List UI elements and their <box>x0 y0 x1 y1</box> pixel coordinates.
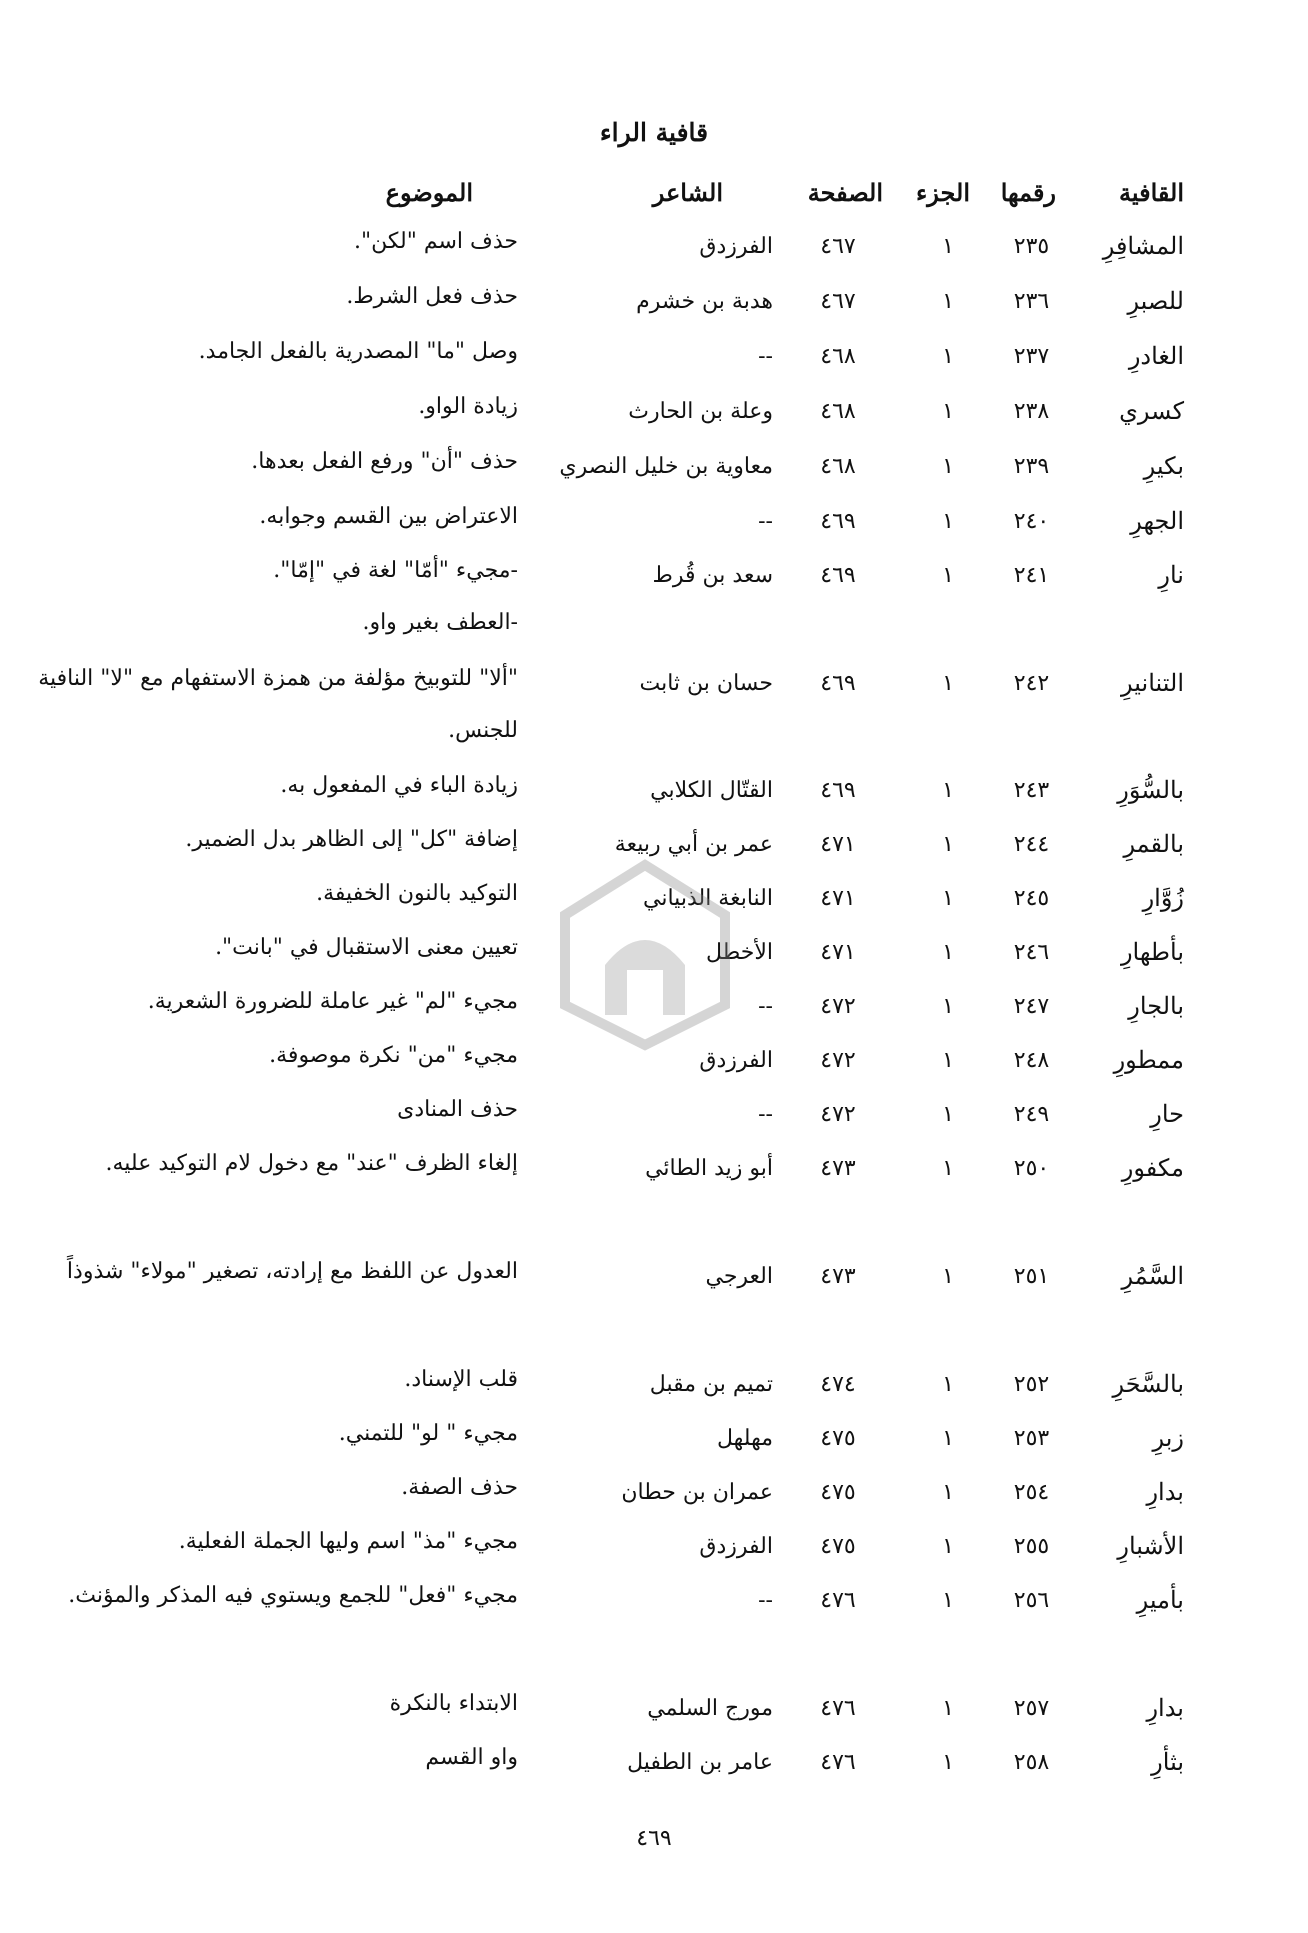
topic-cell: حذف فعل الشرط. <box>346 284 518 309</box>
raqm-cell: ٢٣٩ <box>1013 454 1050 479</box>
page-title: قافية الراء <box>599 118 709 147</box>
page-cell: ٤٧٥ <box>820 1480 856 1505</box>
poet-cell: تميم بن مقبل <box>649 1372 773 1397</box>
topic-cell: زيادة الباء في المفعول به. <box>280 773 518 798</box>
page-cell: ٤٦٩ <box>820 509 856 534</box>
qafiya-cell: بكيرِ <box>1143 452 1184 480</box>
qafiya-cell: مكفورِ <box>1121 1154 1184 1182</box>
watermark-seal-icon <box>545 855 745 1055</box>
poet-cell: عمران بن حطان <box>621 1480 773 1505</box>
qafiya-cell: المشافِرِ <box>1102 232 1184 260</box>
page-cell: ٤٧٥ <box>820 1534 856 1559</box>
topic-cell: وصل "ما" المصدرية بالفعل الجامد. <box>198 339 518 364</box>
qafiya-cell: التنانيرِ <box>1121 669 1184 697</box>
poet-cell: هدبة بن خشرم <box>636 289 773 314</box>
poet-cell: -- <box>758 344 773 369</box>
poet-cell: الفرزدق <box>699 1048 773 1073</box>
topic-cell: حذف "أن" ورفع الفعل بعدها. <box>251 449 518 474</box>
header-topic: الموضوع <box>385 178 473 207</box>
poet-cell: عمر بن أبي ربيعة <box>614 832 773 857</box>
juz-cell: ١ <box>942 1264 954 1289</box>
topic-cell: الابتداء بالنكرة <box>389 1691 518 1716</box>
page-cell: ٤٧٦ <box>820 1750 856 1775</box>
page-cell: ٤٧٣ <box>820 1156 856 1181</box>
raqm-cell: ٢٤٣ <box>1013 778 1050 803</box>
juz-cell: ١ <box>942 1048 954 1073</box>
raqm-cell: ٢٤٧ <box>1013 994 1050 1019</box>
juz-cell: ١ <box>942 832 954 857</box>
topic-cell: مجيء "من" نكرة موصوفة. <box>269 1043 518 1068</box>
page-cell: ٤٧١ <box>820 832 856 857</box>
juz-cell: ١ <box>942 994 954 1019</box>
juz-cell: ١ <box>942 234 954 259</box>
raqm-cell: ٢٣٦ <box>1013 289 1050 314</box>
juz-cell: ١ <box>942 1102 954 1127</box>
juz-cell: ١ <box>942 671 954 696</box>
juz-cell: ١ <box>942 1588 954 1613</box>
header-page: الصفحة <box>807 178 883 207</box>
qafiya-cell: الجهرِ <box>1130 507 1184 535</box>
qafiya-cell: كسري <box>1119 397 1184 425</box>
raqm-cell: ٢٥٢ <box>1013 1372 1050 1397</box>
juz-cell: ١ <box>942 1696 954 1721</box>
juz-cell: ١ <box>942 509 954 534</box>
topic-cell: -مجيء "أمّا" لغة في "إمّا". -العطف بغير واو. <box>273 558 518 635</box>
juz-cell: ١ <box>942 1156 954 1181</box>
qafiya-cell: بدارِ <box>1146 1694 1184 1722</box>
header-juz: الجزء <box>916 178 970 207</box>
qafiya-cell: بالجارِ <box>1128 992 1184 1020</box>
page-cell: ٤٦٩ <box>820 671 856 696</box>
topic-cell: العدول عن اللفظ مع إرادته، تصغير "مولاء" شذوذاً <box>66 1259 518 1284</box>
qafiya-cell: بأطهارِ <box>1120 938 1184 966</box>
qafiya-cell: ممطورِ <box>1113 1046 1184 1074</box>
page-cell: ٤٧٤ <box>820 1372 856 1397</box>
poet-cell: حسان بن ثابت <box>639 671 773 696</box>
page-cell: ٤٧٢ <box>820 994 856 1019</box>
page-cell: ٤٧٢ <box>820 1102 856 1127</box>
topic-cell: قلب الإسناد. <box>404 1367 518 1392</box>
raqm-cell: ٢٣٥ <box>1013 234 1050 259</box>
poet-cell: الأخطل <box>706 940 773 965</box>
juz-cell: ١ <box>942 399 954 424</box>
poet-cell: معاوية بن خليل النصري <box>559 454 773 479</box>
page-cell: ٤٦٨ <box>820 344 856 369</box>
poet-cell: مهلهل <box>716 1426 773 1451</box>
qafiya-cell: بدارِ <box>1146 1478 1184 1506</box>
topic-cell: حذف المنادى <box>397 1097 518 1122</box>
page-cell: ٤٧١ <box>820 940 856 965</box>
topic-cell: مجيء "مذ" اسم وليها الجملة الفعلية. <box>178 1529 518 1554</box>
poet-cell: العرجي <box>705 1264 773 1289</box>
raqm-cell: ٢٥٤ <box>1013 1480 1050 1505</box>
poet-cell: -- <box>758 1588 773 1613</box>
header-poet: الشاعر <box>652 178 723 207</box>
page-cell: ٤٦٨ <box>820 399 856 424</box>
header-raqm: رقمها <box>1000 178 1056 207</box>
raqm-cell: ٢٥١ <box>1013 1264 1050 1289</box>
juz-cell: ١ <box>942 1372 954 1397</box>
raqm-cell: ٢٥٧ <box>1013 1696 1050 1721</box>
raqm-cell: ٢٤٤ <box>1013 832 1050 857</box>
poet-cell: -- <box>758 994 773 1019</box>
topic-cell: زيادة الواو. <box>418 394 518 419</box>
raqm-cell: ٢٣٨ <box>1013 399 1050 424</box>
topic-cell: حذف اسم "لكن". <box>354 229 518 254</box>
raqm-cell: ٢٤٠ <box>1013 509 1050 534</box>
topic-cell: الاعتراض بين القسم وجوابه. <box>259 504 518 529</box>
qafiya-cell: بالسُّوَرِ <box>1117 776 1184 804</box>
page-cell: ٤٧١ <box>820 886 856 911</box>
topic-cell: تعيين معنى الاستقبال في "بانت". <box>215 935 518 960</box>
topic-cell: إضافة "كل" إلى الظاهر بدل الضمير. <box>185 827 518 852</box>
raqm-cell: ٢٤٢ <box>1013 671 1050 696</box>
qafiya-cell: زُوَّارِ <box>1142 884 1184 912</box>
qafiya-cell: للصبرِ <box>1127 287 1184 315</box>
topic-cell: التوكيد بالنون الخفيفة. <box>316 881 518 906</box>
page-cell: ٤٦٧ <box>820 289 856 314</box>
raqm-cell: ٢٣٧ <box>1013 344 1050 369</box>
header-qafiya: القافية <box>1118 178 1184 207</box>
juz-cell: ١ <box>942 1534 954 1559</box>
juz-cell: ١ <box>942 886 954 911</box>
topic-cell: واو القسم <box>425 1745 518 1770</box>
topic-cell: مجيء "لم" غير عاملة للضرورة الشعرية. <box>147 989 518 1014</box>
topic-cell: "ألا" للتوبيخ مؤلفة من همزة الاستفهام مع "لا" النافية للجنس. <box>38 666 518 743</box>
juz-cell: ١ <box>942 563 954 588</box>
qafiya-cell: بثأرِ <box>1151 1748 1184 1776</box>
juz-cell: ١ <box>942 344 954 369</box>
raqm-cell: ٢٥٥ <box>1013 1534 1050 1559</box>
page-cell: ٤٧٣ <box>820 1264 856 1289</box>
qafiya-cell: الغادرِ <box>1128 342 1184 370</box>
juz-cell: ١ <box>942 1426 954 1451</box>
raqm-cell: ٢٤٦ <box>1013 940 1050 965</box>
raqm-cell: ٢٤٩ <box>1013 1102 1050 1127</box>
page-cell: ٤٧٥ <box>820 1426 856 1451</box>
page-cell: ٤٦٩ <box>820 563 856 588</box>
poet-cell: عامر بن الطفيل <box>627 1750 773 1775</box>
page-cell: ٤٧٦ <box>820 1696 856 1721</box>
poet-cell: مورج السلمي <box>647 1696 773 1721</box>
juz-cell: ١ <box>942 289 954 314</box>
poet-cell: الفرزدق <box>699 234 773 259</box>
raqm-cell: ٢٥٣ <box>1013 1426 1050 1451</box>
page-cell: ٤٧٦ <box>820 1588 856 1613</box>
poet-cell: أبو زيد الطائي <box>645 1156 773 1181</box>
poet-cell: وعلة بن الحارث <box>628 399 773 424</box>
qafiya-cell: بالقمرِ <box>1123 830 1184 858</box>
raqm-cell: ٢٥٨ <box>1013 1750 1050 1775</box>
juz-cell: ١ <box>942 940 954 965</box>
raqm-cell: ٢٤١ <box>1013 563 1050 588</box>
juz-cell: ١ <box>942 778 954 803</box>
topic-cell: حذف الصفة. <box>401 1475 518 1500</box>
raqm-cell: ٢٥٠ <box>1013 1156 1050 1181</box>
topic-cell: مجيء "فعل" للجمع ويستوي فيه المذكر والمؤنث. <box>68 1583 518 1608</box>
page-cell: ٤٦٩ <box>820 778 856 803</box>
raqm-cell: ٢٤٥ <box>1013 886 1050 911</box>
poet-cell: النابغة الذبياني <box>643 886 773 911</box>
raqm-cell: ٢٥٦ <box>1013 1588 1050 1613</box>
poet-cell: -- <box>758 509 773 534</box>
qafiya-cell: السَّمُرِ <box>1121 1262 1184 1290</box>
poet-cell: سعد بن قُرط <box>652 563 773 588</box>
juz-cell: ١ <box>942 1480 954 1505</box>
raqm-cell: ٢٤٨ <box>1013 1048 1050 1073</box>
qafiya-cell: بالسَّحَرِ <box>1112 1370 1184 1398</box>
qafiya-cell: الأشبارِ <box>1117 1532 1184 1560</box>
qafiya-cell: زبرِ <box>1152 1424 1184 1452</box>
topic-cell: مجيء " لو" للتمني. <box>338 1421 518 1446</box>
page-number: ٤٦٩ <box>636 1826 672 1851</box>
qafiya-cell: نارِ <box>1158 561 1184 589</box>
page-cell: ٤٦٧ <box>820 234 856 259</box>
qafiya-cell: حارِ <box>1150 1100 1184 1128</box>
juz-cell: ١ <box>942 454 954 479</box>
page-cell: ٤٧٢ <box>820 1048 856 1073</box>
page-cell: ٤٦٨ <box>820 454 856 479</box>
topic-cell: إلغاء الظرف "عند" مع دخول لام التوكيد عليه. <box>105 1151 518 1176</box>
poet-cell: -- <box>758 1102 773 1127</box>
poet-cell: الفرزدق <box>699 1534 773 1559</box>
poet-cell: القتّال الكلابي <box>650 778 773 803</box>
qafiya-cell: بأميرِ <box>1136 1586 1184 1614</box>
juz-cell: ١ <box>942 1750 954 1775</box>
